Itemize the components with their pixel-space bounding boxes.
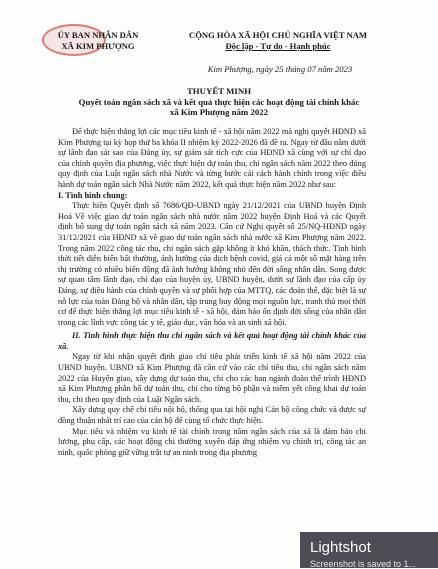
section-heading-1: I. Tình hình chung:	[58, 190, 128, 200]
doc-subtitle-2: xã Kim Phượng năm 2022	[169, 107, 269, 117]
section-heading-2: II. Tình hình thực hiện thu chi ngân sách và kết quả hoạt động tài chính khác của xã.	[58, 331, 366, 351]
national-header	[158, 30, 398, 51]
paragraph-objectives: Mục tiêu và nhiệm vụ kinh tế tài chính trong năm ngân sách của xã là đảm bảo chi lương, phụ cấp, các hoạt động chi thường xuyên đáp ứng nhiệm vụ chính trị, công tác an ninh, quốc phòng giữ vững trật tự an ninh trong địa phương	[58, 426, 366, 457]
lightshot-notification[interactable]	[300, 532, 438, 568]
date-line: Kim Phượng, ngày 25 tháng 07 năm 2023	[207, 64, 353, 74]
national-motto: Độc lập - Tự do - Hạnh phúc	[225, 40, 331, 51]
lightshot-saved-note: Screenshot is saved to 1...	[310, 559, 417, 569]
paragraph-budget: Ngay từ khi nhận quyết định giao chỉ tiêu phát triển kinh tế xã hội năm 2022 của UBND huyện. UBND xã Kim Phượng đã căn cứ vào các chỉ tiêu thu, chi ngân sách năm 2022 của Huyện giao, xây dựng dự toán thu, chi cho các ban ngành đoàn thể trình HĐND xã Kim Phượng phân bổ dự toán thu, chi cho từng bộ phận và niêm yết công khai dự toán thu, chi theo quy định của Luật Ngân sách.	[58, 352, 366, 404]
doc-subtitle-1: Quyết toán ngân sách xã và kết quả thực hiện các hoạt động tài chính khác	[78, 97, 360, 107]
document-body	[58, 127, 366, 458]
paragraph-regulation: Xây dựng quy chế chi tiêu nội bộ, thống qua tại hội nghị Cán bộ công chức và được sự đồng thuận nhất trí cao của cán bộ để cùng tổ chức thực hiện.	[58, 405, 366, 426]
doc-title: THUYẾT MINH	[186, 86, 252, 96]
issuer-header	[38, 30, 158, 51]
issuer-line-1: ỦY BAN NHÂN DÂN	[57, 30, 139, 40]
lightshot-brand: Lightshot	[310, 539, 371, 556]
paragraph-intro: Để thực hiện thắng lợi các mục tiêu kinh tế - xã hội năm 2022 mà nghị quyết HĐND xã Kim Phượng tại kỳ họp thứ ba khóa II nhiệm kỳ 2022-2026 đã đề ra. Ngay từ đầu năm dưới sự lãnh đạo sát sao của Đảng ủy, sự giám sát tích cực của HĐND xã cùng với sự chỉ đạo của chính quyền địa phương, việc thực hiện dự toán thu, chi ngân sách năm 2022 theo đúng quy định của Luật ngân sách nhà Nước và từng bước cải cách hành chính trong việc điều hành dự toán ngân sách Nhà Nước năm 2022, kết quả thực hiện năm 2022 như sau:	[58, 127, 366, 189]
issuer-line-2: XÃ KIM PHƯỢNG	[61, 40, 135, 51]
nation-name: CỘNG HÒA XÃ HỘI CHỦ NGHĨA VIỆT NAM	[188, 30, 368, 40]
paragraph-general: Thực hiện Quyết định số 7686/QĐ-UBND ngày 21/12/2021 của UBND huyện Định Hoá Về việc giao dự toán ngân sách nhà nước năm 2022 huyện Định Hoá và các Quyết định bổ sung dự toán ngân sách xã năm 2023. Căn cứ Nghị quyết số 25/NQ-HĐND ngày 31/12/2021 của HĐND xã về giao dự toán ngân sách nhà nước xã Kim Phượng năm 2022. Trong năm 2022 công tác thu, chi ngân sách gặp không ít khó khăn, thách thức. Tình hình thời tiết diễn biến bất thường, ảnh hưởng của dịch bệnh covid, giá cả một số mặt hàng trên thị trường có nhiều biến động đã ảnh hưởng không nhỏ đến đời sống nhân dân. Song được sự quan tâm lãnh đạo, chỉ đạo của huyện ủy, UBND huyện, dưới sự lãnh đạo của cấp ủy Đảng, sự điều hành của chính quyền và sự phối hợp của MTTQ, các đoàn thể, đặc biệt là sự nỗ lực của toàn Đảng bộ và nhân dân, tập trung huy động mọi nguồn lực, tranh thủ mọi thời cơ để thực hiện thắng lợi mục tiêu kinh tế - xã hội, đảm bảo ổn định đời sống của nhân dân trong các lĩnh vực công tác y tế, giáo dục, văn hóa và an sinh xã hội.	[58, 201, 366, 327]
